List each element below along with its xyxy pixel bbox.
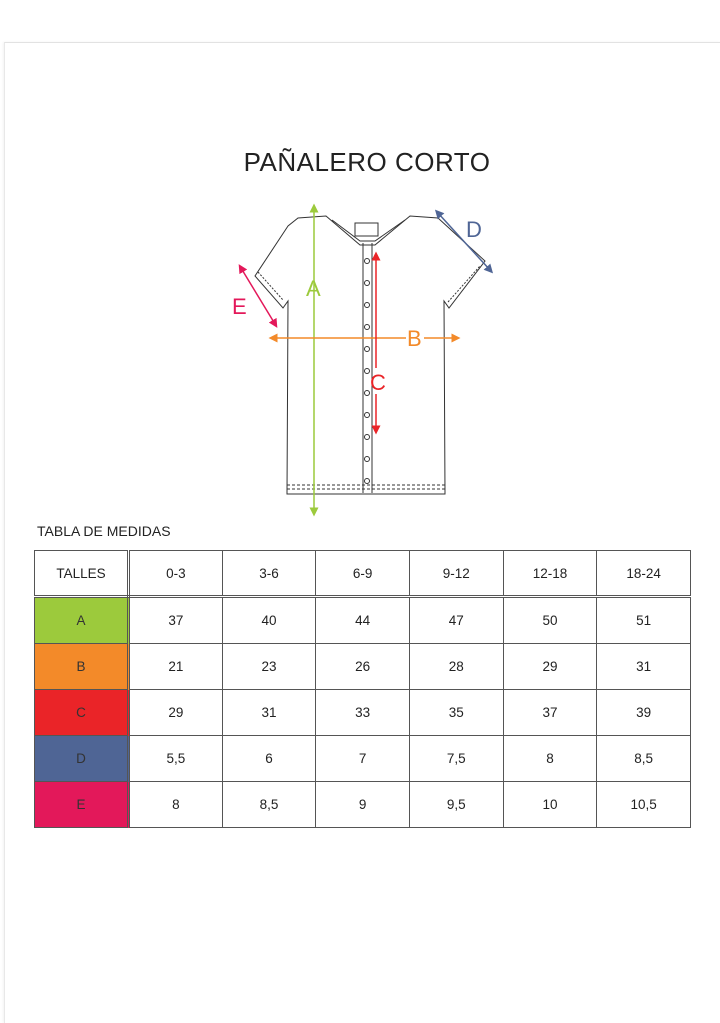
header-size: 12-18: [503, 551, 597, 597]
table-cell: 31: [597, 644, 691, 690]
table-cell: 37: [503, 690, 597, 736]
table-cell: 50: [503, 597, 597, 644]
measure-e-label: E: [232, 294, 247, 319]
table-cell: 44: [316, 597, 410, 644]
garment-buttons: [365, 259, 370, 484]
row-key-b: B: [35, 644, 129, 690]
table-cell: 8,5: [597, 736, 691, 782]
table-cell: 37: [129, 597, 223, 644]
table-cell: 10,5: [597, 782, 691, 828]
table-cell: 29: [503, 644, 597, 690]
table-cell: 31: [222, 690, 316, 736]
table-cell: 40: [222, 597, 316, 644]
table-label: TABLA DE MEDIDAS: [37, 523, 171, 539]
table-cell: 26: [316, 644, 410, 690]
row-key-a: A: [35, 597, 129, 644]
header-size: 9-12: [409, 551, 503, 597]
table-cell: 6: [222, 736, 316, 782]
table-cell: 29: [129, 690, 223, 736]
header-size: 3-6: [222, 551, 316, 597]
table-cell: 7,5: [409, 736, 503, 782]
size-table: [34, 550, 691, 828]
table-cell: 7: [316, 736, 410, 782]
table-cell: 8,5: [222, 782, 316, 828]
table-cell: 35: [409, 690, 503, 736]
table-cell: 8: [129, 782, 223, 828]
table-cell: 28: [409, 644, 503, 690]
measure-d-arrow: [438, 213, 490, 270]
table-cell: 23: [222, 644, 316, 690]
table-row: [35, 597, 691, 644]
header-size: 6-9: [316, 551, 410, 597]
table-row: [35, 736, 691, 782]
table-cell: 10: [503, 782, 597, 828]
table-row: [35, 782, 691, 828]
table-row: [35, 690, 691, 736]
table-cell: 51: [597, 597, 691, 644]
table-cell: 21: [129, 644, 223, 690]
header-size: 18-24: [597, 551, 691, 597]
header-talles: TALLES: [35, 551, 129, 597]
garment-outline: [255, 216, 485, 494]
row-key-d: D: [35, 736, 129, 782]
measure-d-label: D: [466, 217, 482, 242]
measure-c-label: C: [370, 370, 386, 395]
row-key-e: E: [35, 782, 129, 828]
measure-b-label: B: [407, 326, 422, 351]
table-cell: 33: [316, 690, 410, 736]
table-header-row: [35, 551, 691, 597]
row-key-c: C: [35, 690, 129, 736]
table-cell: 5,5: [129, 736, 223, 782]
table-cell: 8: [503, 736, 597, 782]
measure-a-label: A: [306, 276, 321, 301]
garment-diagram: [220, 198, 520, 520]
header-size: 0-3: [129, 551, 223, 597]
table-cell: 47: [409, 597, 503, 644]
table-cell: 9,5: [409, 782, 503, 828]
table-row: [35, 644, 691, 690]
table-cell: 9: [316, 782, 410, 828]
page-title: PAÑALERO CORTO: [243, 147, 491, 177]
table-cell: 39: [597, 690, 691, 736]
